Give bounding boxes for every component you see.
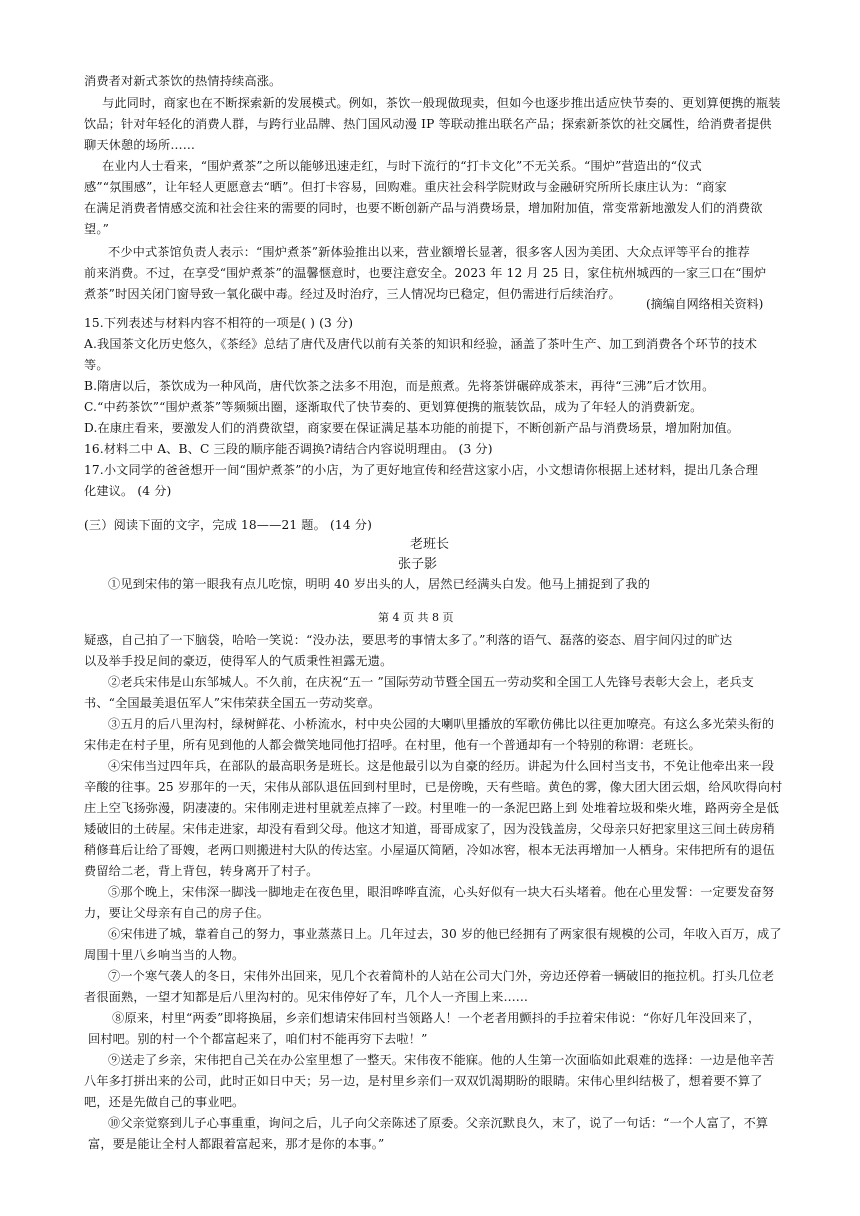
section-heading: (三）阅读下面的文字，完成 18——21 题。 (14 分): [84, 518, 372, 532]
text-line: 庄上空飞扬弥漫，阴凄凄的。宋伟刚走进村里就差点摔了一跤。村里唯一的一条泥巴路上到 处堆着垃圾和柴火堆，路两旁全是低: [84, 801, 779, 815]
text-line: ⑦一个寒气袭人的冬日，宋伟外出回来，见几个衣着简朴的人站在公司大门外，旁边还停着一辆破旧的拖拉机。打头几位老: [108, 969, 775, 983]
text-line: 在业内人士看来，“围炉煮茶”之所以能够迅速走红，与时下流行的“打卡文化”不无关系。“围炉”营造出的“仪式: [102, 159, 702, 173]
text-line: 宋伟走在村子里，所有见到他的人都会微笑地同他打招呼。在村里，他有一个普通却有一个特别的称谓：老班长。: [84, 738, 701, 752]
text-line: 消费者对新式茶饮的热情持续高涨。: [84, 74, 282, 88]
source-note: (摘编自网络相关资料): [646, 297, 764, 311]
text-line: 以及举手投足间的豪迈，使得军人的气质秉性袒露无遗。: [84, 654, 393, 668]
text-line: 力，要让父母亲有自己的房子住。: [84, 906, 270, 920]
text-line: 聊天休憩的场所……: [84, 138, 196, 152]
option-c: C.“中药茶饮”“围炉煮茶”等频频出圈，逐渐取代了快节奏的、更划算便携的瓶装饮品，成为了年轻人的消费新宠。: [84, 400, 703, 414]
text-line: 辛酸的往事。25 岁那年的一天，宋伟从部队退伍回到村里时，已是傍晚，天有些暗。黄色的雾，像大团大团云烟，给风吹得向村: [84, 780, 783, 794]
story-first-line: ①见到宋伟的第一眼我有点儿吃惊，明明 40 岁出头的人，居然已经满头白发。他马上捕捉到了我的: [108, 577, 651, 591]
text-line: 者很面熟，一望才知都是后八里沟村的。见宋伟停好了车，几个人一齐围上来……: [84, 990, 529, 1004]
text-line: 前来消费。不过，在享受“围炉煮茶”的温馨惬意时，也要注意安全。2023 年 12 月 25 日，家住杭州城西的一家三口在“围炉: [84, 266, 767, 280]
text-line: ⑤那个晚上，宋伟深一脚浅一脚地走在夜色里，眼泪哗哗直流，心头好似有一块大石头堵着。他在心里发誓：一定要发奋努: [108, 885, 775, 899]
question-16: 16.材料二中 A、B、C 三段的顺序能否调换?请结合内容说明理由。 (3 分): [84, 442, 493, 456]
text-line: ⑨送走了乡亲，宋伟把自己关在办公室里想了一整天。宋伟夜不能寐。他的人生第一次面临如此艰难的选择：一边是他辛苦: [108, 1053, 775, 1067]
text-line: 疑惑，自己拍了一下脑袋，哈哈一笑说：“没办法，要思考的事情太多了。”利落的语气、磊落的姿态、眉宇间闪过的旷达: [84, 633, 733, 647]
text-line: 周围十里八乡响当当的人物。: [84, 948, 245, 962]
question-17: 17.小文同学的爸爸想开一间“围炉煮茶”的小店，为了更好地宣传和经营这家小店，小文想请你根据上述材料，提出几条合理: [84, 463, 759, 477]
text-line: ②老兵宋伟是山东邹城人。不久前，在庆祝“五一 ”国际劳动节暨全国五一劳动奖和全国工人先锋号表彰大会上，老兵支: [108, 675, 754, 689]
text-line: 稍修葺后让给了哥嫂，老两口则搬进村大队的传达室。小屋逼仄简陋，冷如冰窖，根本无法再增加一人栖身。宋伟把所有的退伍: [84, 843, 775, 857]
text-line: 八年多打拼出来的公司，此时正如日中天；另一边，是村里乡亲们一双双饥渴期盼的眼睛。宋伟心里纠结极了，想着要不算了: [84, 1074, 763, 1088]
text-line: 煮茶”时因关闭门窗导致一氧化碳中毒。经过及时治疗，三人情况均已稳定，但仍需进行后续治疗。: [84, 287, 621, 301]
text-line: 在满足消费者情感交流和社会往来的需要的同时，也要不断创新产品与消费场景，增加附加值，常变常新地激发人们的消费欲: [84, 201, 763, 215]
option-b: B.隋唐以后，茶饮成为一种风尚，唐代饮茶之法多不用泡，而是煎煮。先将茶饼碾碎成茶末，再待“三沸”后才饮用。: [84, 379, 715, 393]
option-a-cont: 等。: [84, 358, 109, 372]
text-line: 富，要是能让全村人都跟着富起来，那才是你的本事。”: [88, 1137, 385, 1151]
text-line: ③五月的后八里沟村，绿树鲜花、小桥流水，村中央公园的大喇叭里播放的军歌仿佛比以往更加嘹亮。有这么多光荣头衔的: [108, 717, 775, 731]
text-line: 与此同时，商家也在不断探索新的发展模式。例如，茶饮一般现做现卖，但如今也逐步推出适应快节奏的、更划算便携的瓶装: [102, 96, 781, 110]
story-title: 老班长: [410, 537, 450, 552]
text-line: 矮破旧的土砖屋。宋伟走进家，却没有看到父母。他这才知道，哥哥成家了，因为没钱盖房，父母亲只好把家里这三间土砖房稍: [84, 822, 775, 836]
text-line: ⑩父亲觉察到儿子心事重重，询问之后，儿子向父亲陈述了原委。父亲沉默良久，末了，说了一句话：“一个人富了，不算: [108, 1116, 769, 1130]
text-line: ④宋伟当过四年兵，在部队的最高职务是班长。这是他最引以为自豪的经历。讲起为什么回村当支书，不免让他牵出来一段: [108, 759, 775, 773]
page-footer: 第 4 页 共 8 页: [378, 611, 454, 624]
text-line: 费留给二老，背上背包，转身离开了村子。: [84, 864, 319, 878]
text-line: 感”“氛围感”，让年轻人更愿意去“晒”。但打卡容易，回购难。重庆社会科学院财政与金融研究所所长康庄认为：“商家: [84, 180, 727, 194]
text-line: 不少中式茶馆负责人表示：“围炉煮茶”新体验推出以来，营业额增长显著，很多客人因为美团、大众点评等平台的推荐: [108, 245, 750, 259]
text-line: ⑥宋伟进了城，靠着自己的努力，事业蒸蒸日上。几年过去，30 岁的他已经拥有了两家很有规模的公司，年收入百万，成了: [108, 927, 782, 941]
story-author: 张子影: [398, 557, 438, 572]
text-line: 书、“全国最美退伍军人”宋伟荣获全国五一劳动奖章。: [84, 696, 381, 710]
text-line: ⑧原来，村里“两委”即将换届，乡亲们想请宋伟回村当领路人！一个老者用颤抖的手拉着宋伟说：“你好几年没回来了，: [112, 1011, 761, 1025]
text-line: 吧，还是先做自己的事业吧。: [84, 1095, 245, 1109]
text-line: 望。”: [84, 222, 109, 236]
question-17-cont: 化建议。 (4 分): [84, 484, 172, 498]
question-15: 15.下列表述与材料内容不相符的一项是( ) (3 分): [84, 316, 354, 330]
option-a: A.我国茶文化历史悠久，《茶经》总结了唐代及唐代以前有关茶的知识和经验，涵盖了茶叶生产、加工到消费各个环节的技术: [84, 337, 758, 351]
text-line: 回村吧。别的村一个个都富起来了，咱们村不能再穷下去啦！”: [88, 1032, 428, 1046]
text-line: 饮品；针对年轻化的消费人群，与跨行业品牌、热门国风动漫 IP 等联动推出联名产品；探索新茶饮的社交属性，给消费者提供: [84, 117, 772, 131]
option-d: D.在康庄看来，要激发人们的消费欲望，商家要在保证满足基本功能的前提下，不断创新产品与消费场景，增加附加值。: [84, 421, 740, 435]
